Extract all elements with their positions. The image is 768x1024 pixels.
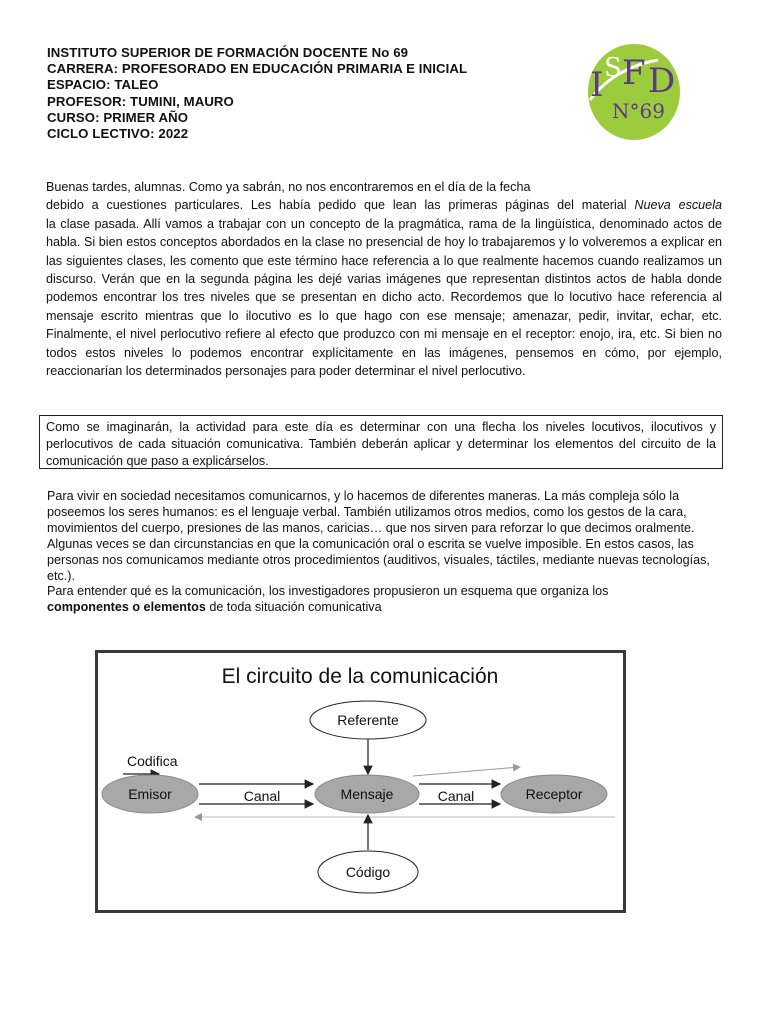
header-career: CARRERA: PROFESORADO EN EDUCACIÓN PRIMARIA E INICIAL: [47, 61, 468, 77]
header-subject: ESPACIO: TALEO: [47, 77, 159, 93]
header-year: CICLO LECTIVO: 2022: [47, 126, 189, 142]
node-codigo-label: Código: [345, 864, 391, 880]
label-canal-right: Canal: [437, 788, 475, 804]
document-header: [47, 45, 467, 142]
node-receptor-label: Receptor: [525, 786, 583, 802]
activity-box: [39, 415, 723, 469]
activity-text: Como se imaginarán, la actividad para este día es determinar con una flecha los niveles locutivos, ilocutivos y perlocutivos de cada situación comunicativa. También deberán aplicar y determinar los elementos del circuito de la comunicación que paso a explicárselos.: [46, 420, 716, 468]
header-institution: INSTITUTO SUPERIOR DE FORMACIÓN DOCENTE No 69: [47, 45, 409, 60]
intro-line-2: [46, 196, 722, 214]
header-course: CURSO: PRIMER AÑO: [47, 109, 189, 125]
communication-circuit-diagram: [95, 650, 626, 913]
paragraph-3-lead: Para entender qué es la comunicación, los investigadores propusieron un esquema que organiza los: [47, 584, 609, 599]
logo-letter-d: D: [648, 61, 676, 101]
intro-body: la clase pasada. Allí vamos a trabajar con un concepto de la pragmática, rama de la lingüística, denominado actos de habla. Si bien estos conceptos abordados en la clase no presencial de hoy lo trabajaremos y lo volveremos a explicar en las siguientes clases, les comento que este término hace referencia a lo que realmente hacemos cuando realizamos un discurso. Verán que en la segunda página les dejé varias imágenes que representan distintos actos de habla donde podemos encontrar los tres niveles que se presentan en dicho acto. Recordemos que lo locutivo hace referencia al mensaje escrito mientras que lo ilocutivo es lo que hago con ese mensaje; amenazar, pedir, invitar, echar, etc. Finalmente, el nivel perlocutivo refiere al efecto que produzco con mi mensaje en el receptor: enojo, ira, etc. Si bien no todos estos niveles lo podemos encontrar explícitamente en las imágenes, pensemos en cómo, por ejemplo, reaccionarían los determinados personajes para poder determinar el nivel perlocutivo.: [46, 216, 722, 379]
communication-section: [47, 489, 723, 616]
node-referente-label: Referente: [337, 712, 399, 728]
communication-paragraph-3: [47, 584, 723, 616]
intro-line-1: Buenas tardes, alumnas. Como ya sabrán, no nos encontraremos en el día de la fecha: [46, 180, 531, 194]
logo-letter-s: S: [604, 53, 622, 83]
node-emisor-label: Emisor: [128, 786, 172, 802]
intro-paragraph: [46, 178, 722, 380]
logo-letter-i: I: [590, 65, 604, 105]
paragraph-3-bold: componentes o elementos: [47, 600, 206, 615]
label-canal-left: Canal: [243, 788, 281, 804]
paragraph-3-tail: de toda situación comunicativa: [205, 600, 382, 615]
intro-line-2-text: debido a cuestiones particulares. Les había pedido que lean las primeras páginas del material: [46, 198, 635, 213]
communication-paragraph-2: Algunas veces se dan circunstancias en que la comunicación oral o escrita se vuelve imposible. En estos casos, las personas nos comunicamos mediante otros procedimientos (auditivos, visuales, táctiles, mediante nuevas tecnologías, etc.).: [47, 536, 710, 583]
logo-letter-f: F: [622, 53, 646, 93]
node-mensaje-label: Mensaje: [340, 786, 394, 802]
communication-paragraph-1: Para vivir en sociedad necesitamos comunicarnos, y lo hacemos de diferentes maneras. La más compleja sólo la poseemos los seres humanos: es el lenguaje verbal. También utilizamos otros medios, como los gestos de la cara, movimientos del cuerpo, presiones de las manos, caricias… que nos sirven para reforzar lo que decimos oralmente.: [47, 489, 695, 535]
material-title: Nueva escuela: [634, 198, 722, 213]
diagram-title: El circuito de la comunicación: [221, 665, 499, 688]
label-codifica: Codifica: [127, 753, 178, 769]
header-teacher: PROFESOR: TUMINI, MAURO: [47, 93, 234, 109]
logo-number: N°69: [612, 99, 665, 123]
institute-logo: [584, 38, 680, 142]
